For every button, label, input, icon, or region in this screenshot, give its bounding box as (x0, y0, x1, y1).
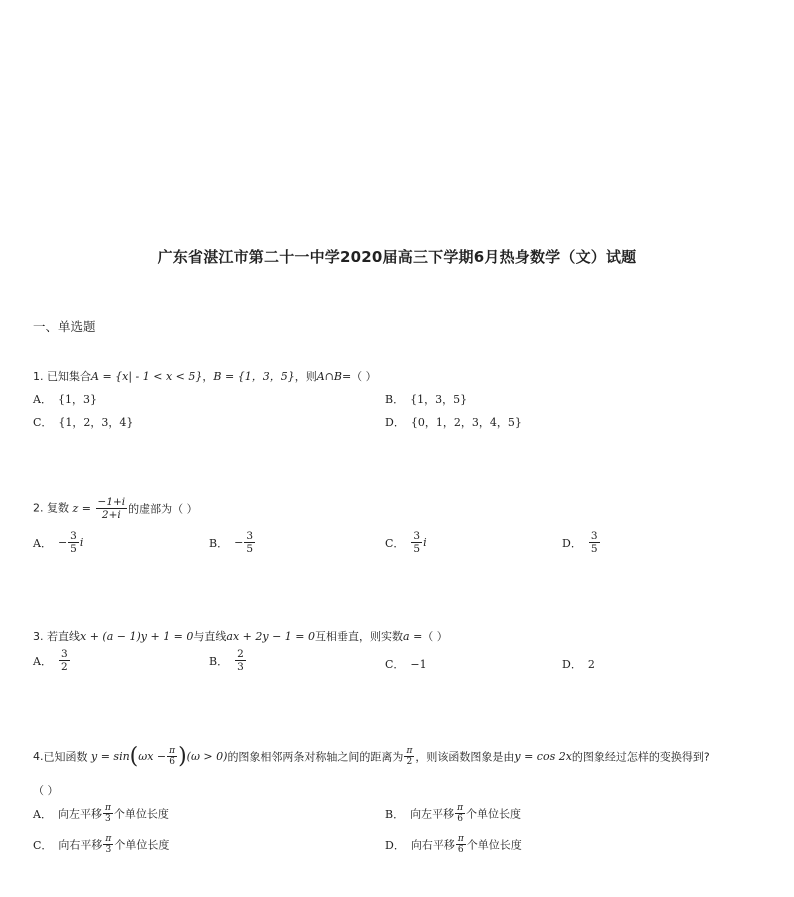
question-2 (33, 496, 198, 521)
right-paren: ) (178, 744, 187, 769)
option-fraction (411, 530, 422, 555)
option-letter: D． (562, 536, 582, 550)
option-letter: C． (385, 536, 405, 550)
q3-option-b[interactable] (209, 648, 247, 673)
question-text: 与直线 (193, 630, 227, 643)
q3-option-c[interactable] (385, 656, 427, 672)
option-text: 个单位长度 (113, 807, 169, 821)
question-number: 1. (33, 370, 44, 383)
q4-option-c[interactable] (33, 834, 169, 855)
fraction-numerator: 2 (237, 648, 244, 660)
option-text: 向右平移 (58, 838, 103, 852)
q2-option-d[interactable] (562, 530, 601, 555)
fraction-denominator: 2+i (101, 509, 121, 521)
option-letter: D． (385, 838, 405, 852)
option-letter: D． (385, 416, 405, 429)
fraction-denominator: 2 (60, 661, 68, 673)
option-letter: A． (33, 536, 52, 550)
complex-lhs: z = (72, 502, 92, 515)
option-text: 向右平移 (410, 838, 455, 852)
question-text: 若直线 (47, 630, 80, 643)
fraction-denominator: 3 (237, 661, 244, 673)
line-1: x + (a − 1)y + 1 = 0 (80, 630, 194, 643)
option-suffix: i (79, 536, 84, 549)
fraction-denominator: 2 (406, 757, 413, 767)
option-letter: B． (385, 393, 405, 406)
fraction-denominator: 5 (70, 543, 77, 555)
cos-function: y = cos 2x (514, 750, 572, 763)
option-text: 个单位长度 (466, 807, 522, 821)
option-fraction (103, 803, 113, 824)
q3-option-a[interactable] (33, 648, 71, 673)
option-text: {1，2，3，4} (58, 416, 134, 429)
fraction-denominator: 3 (105, 845, 112, 855)
question-text: 的图象相邻两条对称轴之间的距离为 (227, 750, 404, 764)
fraction-numerator: 3 (246, 530, 253, 542)
option-letter: B． (209, 536, 229, 550)
answer-paren: （ ） (351, 370, 377, 383)
option-text: {0，1，2，3，4，5} (410, 416, 522, 429)
separator: ， (202, 370, 214, 383)
page-title: 广东省湛江市第二十一中学2020届高三下学期6月热身数学（文）试题 (157, 248, 637, 266)
set-a: A = {x| - 1 < x < 5} (91, 370, 203, 383)
question-text: 已知集合 (47, 370, 91, 383)
answer-paren: （ ） (422, 630, 448, 643)
option-suffix: i (423, 536, 427, 549)
intersection-expr: A∩B= (316, 370, 352, 383)
line-2: ax + 2y − 1 = 0 (226, 630, 316, 643)
option-letter: A． (33, 807, 52, 821)
question-text: 已知函数 (43, 750, 88, 764)
q3-option-d[interactable] (562, 656, 595, 672)
question-text: 互相垂直，则实数 (315, 630, 404, 643)
q4-option-b[interactable] (385, 803, 521, 824)
option-letter: C． (33, 416, 53, 429)
left-paren: ( (129, 744, 139, 769)
variable-a: a = (403, 630, 423, 643)
q1-option-c[interactable] (33, 414, 133, 430)
fraction-denominator: 5 (413, 543, 421, 555)
fraction-numerator: 3 (70, 530, 77, 542)
fraction-denominator: 3 (105, 814, 111, 824)
distance-fraction (404, 746, 414, 767)
q2-option-c[interactable] (385, 530, 427, 555)
option-text: {1，3} (57, 393, 97, 406)
function-inner: ωx − (138, 750, 167, 763)
fraction-numerator: π (169, 746, 176, 756)
q2-option-b[interactable] (209, 530, 256, 555)
q1-option-d[interactable] (385, 414, 522, 430)
answer-paren: （ ） (33, 784, 59, 797)
question-3 (33, 628, 448, 644)
option-fraction (235, 648, 246, 673)
fraction-numerator: 3 (413, 530, 421, 542)
option-text: 个单位长度 (114, 838, 170, 852)
option-fraction (456, 834, 466, 855)
option-letter: B． (209, 654, 229, 668)
option-letter: A． (33, 393, 52, 406)
fraction-numerator: 3 (60, 648, 68, 660)
omega-condition: (ω > 0) (186, 750, 228, 763)
fraction-denominator: 6 (457, 814, 463, 824)
fraction-numerator: π (406, 746, 413, 756)
q2-option-a[interactable] (33, 530, 83, 555)
fraction-numerator: −1+i (97, 496, 126, 508)
option-fraction (59, 648, 70, 673)
option-fraction (455, 803, 465, 824)
option-sign: − (234, 536, 244, 549)
option-text: 个单位长度 (466, 838, 522, 852)
fraction-numerator: π (457, 803, 464, 813)
complex-fraction (96, 496, 128, 521)
q4-option-a[interactable] (33, 803, 169, 824)
question-number: 4. (33, 750, 44, 763)
option-text: 向左平移 (57, 807, 102, 821)
option-letter: D． (562, 658, 582, 671)
fraction-denominator: 6 (169, 757, 175, 767)
q1-option-b[interactable] (385, 391, 467, 407)
question-text: 的图象经过怎样的变换得到? (571, 750, 710, 764)
option-fraction (103, 834, 113, 855)
option-letter: C． (385, 658, 405, 671)
section-heading: 一、单选题 (33, 319, 96, 334)
option-text: 2 (587, 658, 595, 671)
fraction-numerator: π (457, 834, 464, 844)
option-text: {1，3，5} (410, 393, 468, 406)
question-text: 的虚部为（ ） (128, 502, 198, 516)
option-fraction (589, 530, 600, 555)
q4-option-d[interactable] (385, 834, 522, 855)
option-fraction (68, 530, 79, 555)
option-sign: − (57, 536, 68, 549)
option-letter: B． (385, 807, 405, 821)
option-letter: A． (33, 654, 52, 668)
fraction-numerator: π (104, 803, 111, 813)
question-4 (33, 744, 710, 769)
option-text: −1 (410, 658, 427, 671)
set-b: B = {1，3，5} (213, 370, 295, 383)
question-text: 复数 (47, 501, 69, 515)
fraction-denominator: 5 (246, 543, 253, 555)
q1-option-a[interactable] (33, 391, 97, 407)
option-letter: C． (33, 838, 53, 852)
fraction-denominator: 5 (590, 543, 598, 555)
fraction-denominator: 6 (457, 845, 464, 855)
question-number: 2. (33, 501, 44, 515)
phase-fraction (167, 746, 177, 767)
question-1 (33, 368, 377, 384)
question-text: ，则该函数图象是由 (415, 750, 515, 764)
question-number: 3. (33, 630, 44, 643)
fraction-numerator: π (105, 834, 112, 844)
option-fraction (244, 530, 255, 555)
question-text: ，则 (294, 370, 317, 383)
function-lhs: y = sin (91, 750, 130, 763)
option-text: 向左平移 (410, 807, 455, 821)
fraction-numerator: 3 (590, 530, 598, 542)
